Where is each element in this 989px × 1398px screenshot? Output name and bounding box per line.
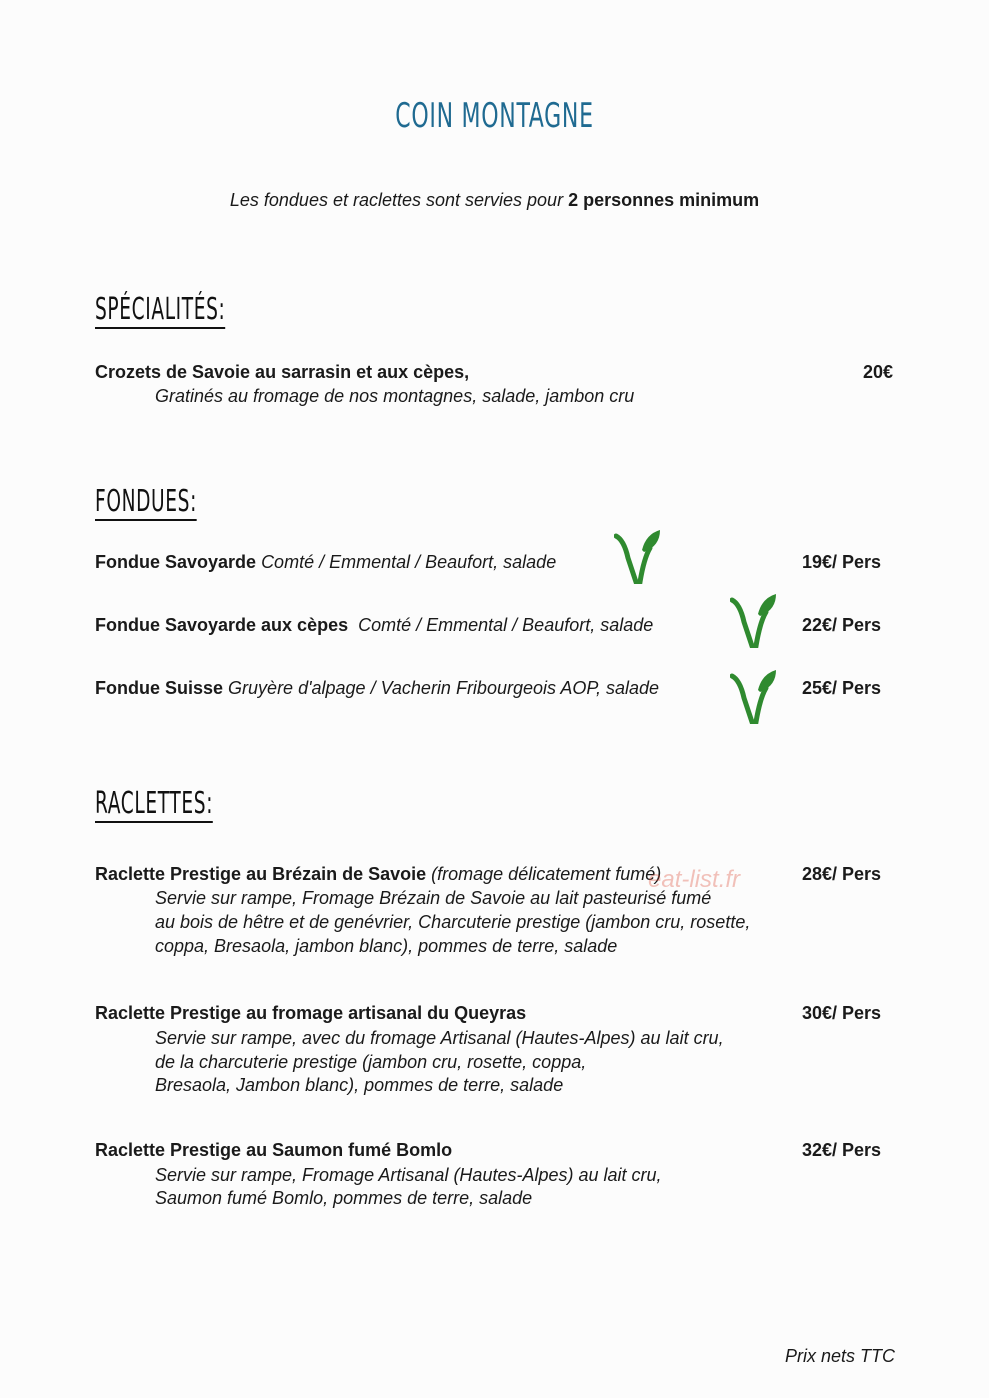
item-price: 22€/ Pers [802, 615, 882, 635]
item-price: 20€ [862, 362, 893, 382]
subtitle-prefix: Les fondues et raclettes sont servies pour [229, 190, 569, 210]
menu-item-crozets [95, 362, 469, 383]
item-name: Fondue Suisse [95, 678, 224, 698]
watermark: eat-list.fr [648, 866, 741, 893]
item-desc: Gruyère d'alpage / Vacherin Fribourgeois AOP, salade [228, 678, 660, 698]
item-detail: coppa, Bresaola, jambon blanc), pommes de terre, salade [155, 936, 618, 956]
menu-item-fondue-savoyarde-cepes [95, 615, 653, 636]
item-name: Crozets de Savoie au sarrasin et aux cèpes, [95, 362, 470, 382]
subtitle [0, 190, 989, 211]
section-heading-specialites [95, 292, 225, 327]
menu-item-raclette-saumon [95, 1140, 452, 1161]
menu-item-fondue-savoyarde [95, 552, 556, 573]
vegan-leaf-icon [730, 592, 778, 648]
item-detail: Servie sur rampe, avec du fromage Artisanal (Hautes-Alpes) au lait cru, [155, 1028, 724, 1048]
item-name: Fondue Savoyarde aux cèpes [95, 615, 349, 635]
item-desc: (fromage délicatement fumé) [431, 864, 662, 884]
subtitle-bold: 2 personnes minimum [568, 190, 760, 210]
item-price: 19€/ Pers [802, 552, 882, 572]
menu-item-raclette-queyras [95, 1003, 526, 1024]
item-detail: au bois de hêtre et de genévrier, Charcuterie prestige (jambon cru, rosette, [155, 912, 751, 932]
item-detail: Servie sur rampe, Fromage Brézain de Savoie au lait pasteurisé fumé [155, 888, 712, 908]
vegan-leaf-icon [730, 668, 778, 724]
page-title: COIN MONTAGNE [395, 96, 594, 136]
item-price: 32€/ Pers [802, 1140, 882, 1160]
item-price: 30€/ Pers [802, 1003, 882, 1023]
footer-note: Prix nets TTC [784, 1346, 895, 1366]
item-detail: Servie sur rampe, Fromage Artisanal (Hautes-Alpes) au lait cru, [155, 1165, 662, 1185]
item-detail: de la charcuterie prestige (jambon cru, rosette, coppa, [155, 1052, 587, 1072]
item-price: 28€/ Pers [802, 864, 882, 884]
section-heading-fondues [95, 484, 197, 519]
item-name: Fondue Savoyarde [95, 552, 257, 572]
item-desc: Comté / Emmental / Beaufort, salade [261, 552, 557, 572]
item-name: Raclette Prestige au fromage artisanal du Queyras [95, 1003, 527, 1023]
item-name: Raclette Prestige au Brézain de Savoie [95, 864, 427, 884]
section-heading-text: FONDUES: [95, 484, 197, 519]
vegan-leaf-icon [614, 528, 662, 584]
item-detail: Bresaola, Jambon blanc), pommes de terre, salade [155, 1075, 564, 1095]
section-heading-text: SPÉCIALITÉS: [95, 292, 226, 327]
section-heading-raclettes [95, 786, 213, 821]
item-desc: Comté / Emmental / Beaufort, salade [358, 615, 654, 635]
item-name: Raclette Prestige au Saumon fumé Bomlo [95, 1140, 453, 1160]
menu-item-fondue-suisse [95, 678, 659, 699]
menu-item-raclette-brezain [95, 864, 661, 885]
item-detail: Gratinés au fromage de nos montagnes, salade, jambon cru [155, 386, 635, 406]
item-detail: Saumon fumé Bomlo, pommes de terre, salade [155, 1188, 533, 1208]
section-heading-text: RACLETTES: [95, 786, 214, 821]
item-price: 25€/ Pers [802, 678, 882, 698]
